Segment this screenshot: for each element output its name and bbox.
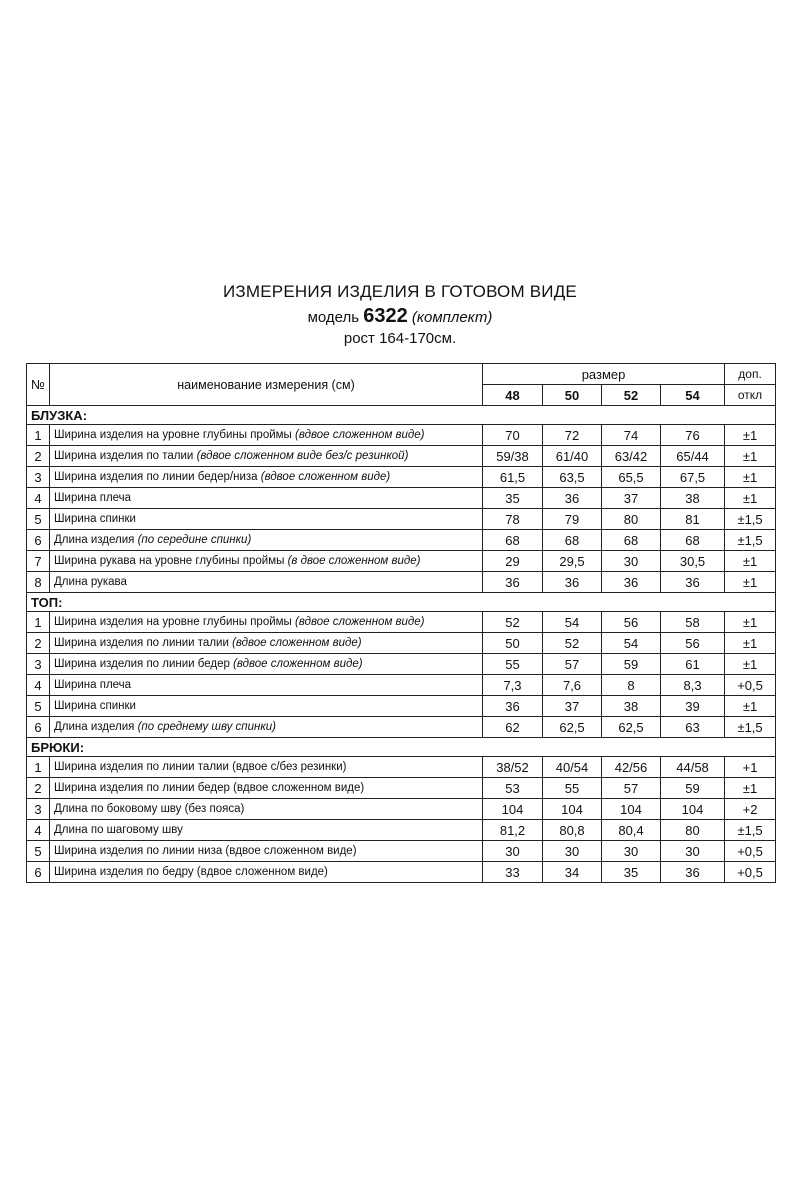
row-number: 2 [27,633,50,654]
size-value: 35 [602,862,661,883]
size-value: 36 [483,696,543,717]
model-line [0,305,800,328]
measurement-name [50,654,483,675]
measurement-label: Ширина изделия по линии талии [54,637,233,649]
table-row [27,778,776,799]
size-value: 36 [661,862,725,883]
size-value: 37 [543,696,602,717]
size-value: 8,3 [661,675,725,696]
table-row [27,530,776,551]
tolerance-value: ±1,5 [725,717,776,738]
measurement-name [50,467,483,488]
table-row [27,612,776,633]
size-value: 63 [661,717,725,738]
size-value: 68 [483,530,543,551]
size-value: 30 [543,841,602,862]
measurement-note: (вдвое сложенном виде без/с резинкой) [196,450,409,462]
tolerance-value: ±1 [725,467,776,488]
size-value: 80,8 [543,820,602,841]
size-value: 30,5 [661,551,725,572]
tolerance-value: +1 [725,757,776,778]
table-row [27,488,776,509]
size-value: 55 [483,654,543,675]
row-number: 4 [27,488,50,509]
row-number: 1 [27,757,50,778]
table-row [27,820,776,841]
row-number: 1 [27,612,50,633]
measurement-note: (вдвое сложенном виде) [260,471,391,483]
size-value: 35 [483,488,543,509]
size-header-54: 54 [661,385,725,406]
size-value: 59 [602,654,661,675]
size-value: 59/38 [483,446,543,467]
measurement-label: Ширина изделия по линии бедер/низа [54,471,261,483]
size-value: 36 [661,572,725,593]
row-number: 2 [27,778,50,799]
measurement-name [50,551,483,572]
size-value: 36 [602,572,661,593]
size-value: 81,2 [483,820,543,841]
measurement-label: Ширина изделия на уровне глубины проймы [54,616,296,628]
table-row [27,509,776,530]
size-value: 61/40 [543,446,602,467]
height-range: рост 164-170см. [343,330,457,347]
measurement-name [50,757,483,778]
size-value: 34 [543,862,602,883]
table-row [27,799,776,820]
size-value: 52 [483,612,543,633]
measurements-table [26,363,776,883]
table-row [27,862,776,883]
measurement-label: Ширина плеча [54,492,132,504]
size-header-48: 48 [483,385,543,406]
size-value: 65/44 [661,446,725,467]
size-value: 30 [602,841,661,862]
header-row-1 [27,364,776,385]
measurement-note: (по середине спинки) [137,534,252,546]
size-value: 57 [602,778,661,799]
size-value: 30 [661,841,725,862]
model-prefix: модель [307,309,364,326]
size-value: 62,5 [543,717,602,738]
size-value: 39 [661,696,725,717]
size-value: 68 [602,530,661,551]
measurement-name [50,862,483,883]
column-header-tolerance: доп. [725,364,776,385]
size-value: 62 [483,717,543,738]
tolerance-value: +0,5 [725,841,776,862]
size-value: 62,5 [602,717,661,738]
document-title: ИЗМЕРЕНИЯ ИЗДЕЛИЯ В ГОТОВОМ ВИДЕ [223,282,577,301]
size-value: 53 [483,778,543,799]
size-value: 52 [543,633,602,654]
tolerance-value: +2 [725,799,776,820]
tolerance-value: ±1 [725,572,776,593]
measurement-name [50,633,483,654]
size-value: 29,5 [543,551,602,572]
size-value: 37 [602,488,661,509]
measurement-label: Ширина изделия по бедру (вдвое сложенном виде) [54,866,328,878]
tolerance-value: ±1 [725,633,776,654]
tolerance-value: ±1 [725,488,776,509]
measurement-note: (по среднему шву спинки) [137,721,276,733]
column-header-size: размер [483,364,725,385]
measurement-label: Длина по боковому шву (без пояса) [54,803,245,815]
tolerance-value: ±1 [725,612,776,633]
measurement-note: (вдвое сложенном виде) [295,616,425,628]
size-value: 67,5 [661,467,725,488]
tolerance-value: ±1,5 [725,820,776,841]
size-value: 42/56 [602,757,661,778]
size-value: 80,4 [602,820,661,841]
size-value: 79 [543,509,602,530]
measurement-note: (вдвое сложенном виде) [295,429,425,441]
size-value: 76 [661,425,725,446]
measurement-name [50,612,483,633]
table-row [27,654,776,675]
measurement-label: Ширина изделия на уровне глубины проймы [54,429,296,441]
row-number: 6 [27,530,50,551]
size-value: 58 [661,612,725,633]
size-value: 104 [483,799,543,820]
size-value: 30 [483,841,543,862]
size-value: 40/54 [543,757,602,778]
measurement-label: Длина по шаговому шву [54,824,183,836]
measurement-label: Длина рукава [54,576,127,588]
measurement-name [50,572,483,593]
measurement-label: Ширина изделия по линии бедер (вдвое сложенном виде) [54,782,365,794]
size-value: 74 [602,425,661,446]
tolerance-value: ±1,5 [725,509,776,530]
row-number: 7 [27,551,50,572]
model-number: 6322 [363,305,408,327]
size-value: 104 [543,799,602,820]
size-value: 78 [483,509,543,530]
section-row [27,593,776,612]
size-value: 36 [543,488,602,509]
column-header-tolerance-2: откл [725,385,776,406]
size-value: 56 [661,633,725,654]
size-value: 29 [483,551,543,572]
measurement-name [50,841,483,862]
size-value: 104 [661,799,725,820]
size-value: 50 [483,633,543,654]
table-row [27,572,776,593]
row-number: 6 [27,717,50,738]
row-number: 3 [27,799,50,820]
size-value: 68 [661,530,725,551]
measurement-label: Ширина изделия по линии талии (вдвое с/без резинки) [54,761,347,773]
size-value: 7,6 [543,675,602,696]
measurement-name [50,717,483,738]
size-value: 68 [543,530,602,551]
section-row [27,406,776,425]
size-value: 81 [661,509,725,530]
size-value: 38 [661,488,725,509]
size-value: 63,5 [543,467,602,488]
size-value: 7,3 [483,675,543,696]
size-value: 33 [483,862,543,883]
measurement-name [50,446,483,467]
measurement-name [50,820,483,841]
size-value: 38/52 [483,757,543,778]
measurement-label: Ширина изделия по линии бедер [54,658,234,670]
tolerance-value: +0,5 [725,862,776,883]
measurement-name [50,675,483,696]
tolerance-value: +0,5 [725,675,776,696]
size-value: 72 [543,425,602,446]
tolerance-value: ±1 [725,696,776,717]
table-row [27,467,776,488]
column-header-number: № [27,364,50,406]
size-header-52: 52 [602,385,661,406]
section-title: БРЮКИ: [27,738,776,757]
row-number: 4 [27,820,50,841]
measurement-label: Ширина рукава на уровне глубины проймы [54,555,288,567]
size-value: 36 [543,572,602,593]
measurement-label: Ширина спинки [54,513,136,525]
size-value: 54 [543,612,602,633]
table-row [27,717,776,738]
size-value: 54 [602,633,661,654]
tolerance-value: ±1 [725,551,776,572]
size-value: 44/58 [661,757,725,778]
size-value: 104 [602,799,661,820]
table-body [27,364,776,883]
row-number: 1 [27,425,50,446]
size-value: 8 [602,675,661,696]
column-header-name: наименование измерения (см) [50,364,483,406]
size-value: 63/42 [602,446,661,467]
table-row [27,551,776,572]
measurement-label: Ширина спинки [54,700,136,712]
table-row [27,841,776,862]
size-value: 80 [661,820,725,841]
section-row [27,738,776,757]
measurement-name [50,509,483,530]
measurement-name [50,696,483,717]
measurement-label: Ширина изделия по талии [54,450,197,462]
size-value: 56 [602,612,661,633]
tolerance-value: ±1,5 [725,530,776,551]
row-number: 3 [27,467,50,488]
row-number: 4 [27,675,50,696]
measurement-label: Ширина плеча [54,679,132,691]
table-row [27,757,776,778]
measurement-note: (вдвое сложенном виде) [232,637,362,649]
measurement-name [50,530,483,551]
row-number: 3 [27,654,50,675]
size-value: 65,5 [602,467,661,488]
model-note: (комплект) [407,309,493,326]
row-number: 2 [27,446,50,467]
section-title: БЛУЗКА: [27,406,776,425]
tolerance-value: ±1 [725,446,776,467]
measurement-note: (в двое сложенном виде) [287,555,421,567]
measurement-name [50,425,483,446]
measurement-note: (вдвое сложенном виде) [233,658,363,670]
measurement-label: Ширина изделия по линии низа (вдвое сложенном виде) [54,845,357,857]
tolerance-value: ±1 [725,654,776,675]
size-value: 38 [602,696,661,717]
row-number: 5 [27,509,50,530]
size-value: 70 [483,425,543,446]
tolerance-value: ±1 [725,778,776,799]
measurement-label: Длина изделия [54,721,138,733]
size-value: 61 [661,654,725,675]
section-title: ТОП: [27,593,776,612]
size-value: 61,5 [483,467,543,488]
table-row [27,425,776,446]
size-value: 57 [543,654,602,675]
size-header-50: 50 [543,385,602,406]
row-number: 6 [27,862,50,883]
tolerance-value: ±1 [725,425,776,446]
row-number: 5 [27,696,50,717]
row-number: 8 [27,572,50,593]
size-value: 30 [602,551,661,572]
size-value: 36 [483,572,543,593]
table-row [27,446,776,467]
table-row [27,633,776,654]
measurement-label: Длина изделия [54,534,138,546]
measurement-name [50,778,483,799]
size-value: 55 [543,778,602,799]
size-value: 80 [602,509,661,530]
row-number: 5 [27,841,50,862]
measurement-name [50,799,483,820]
measurement-name [50,488,483,509]
table-row [27,696,776,717]
size-value: 59 [661,778,725,799]
table-row [27,675,776,696]
